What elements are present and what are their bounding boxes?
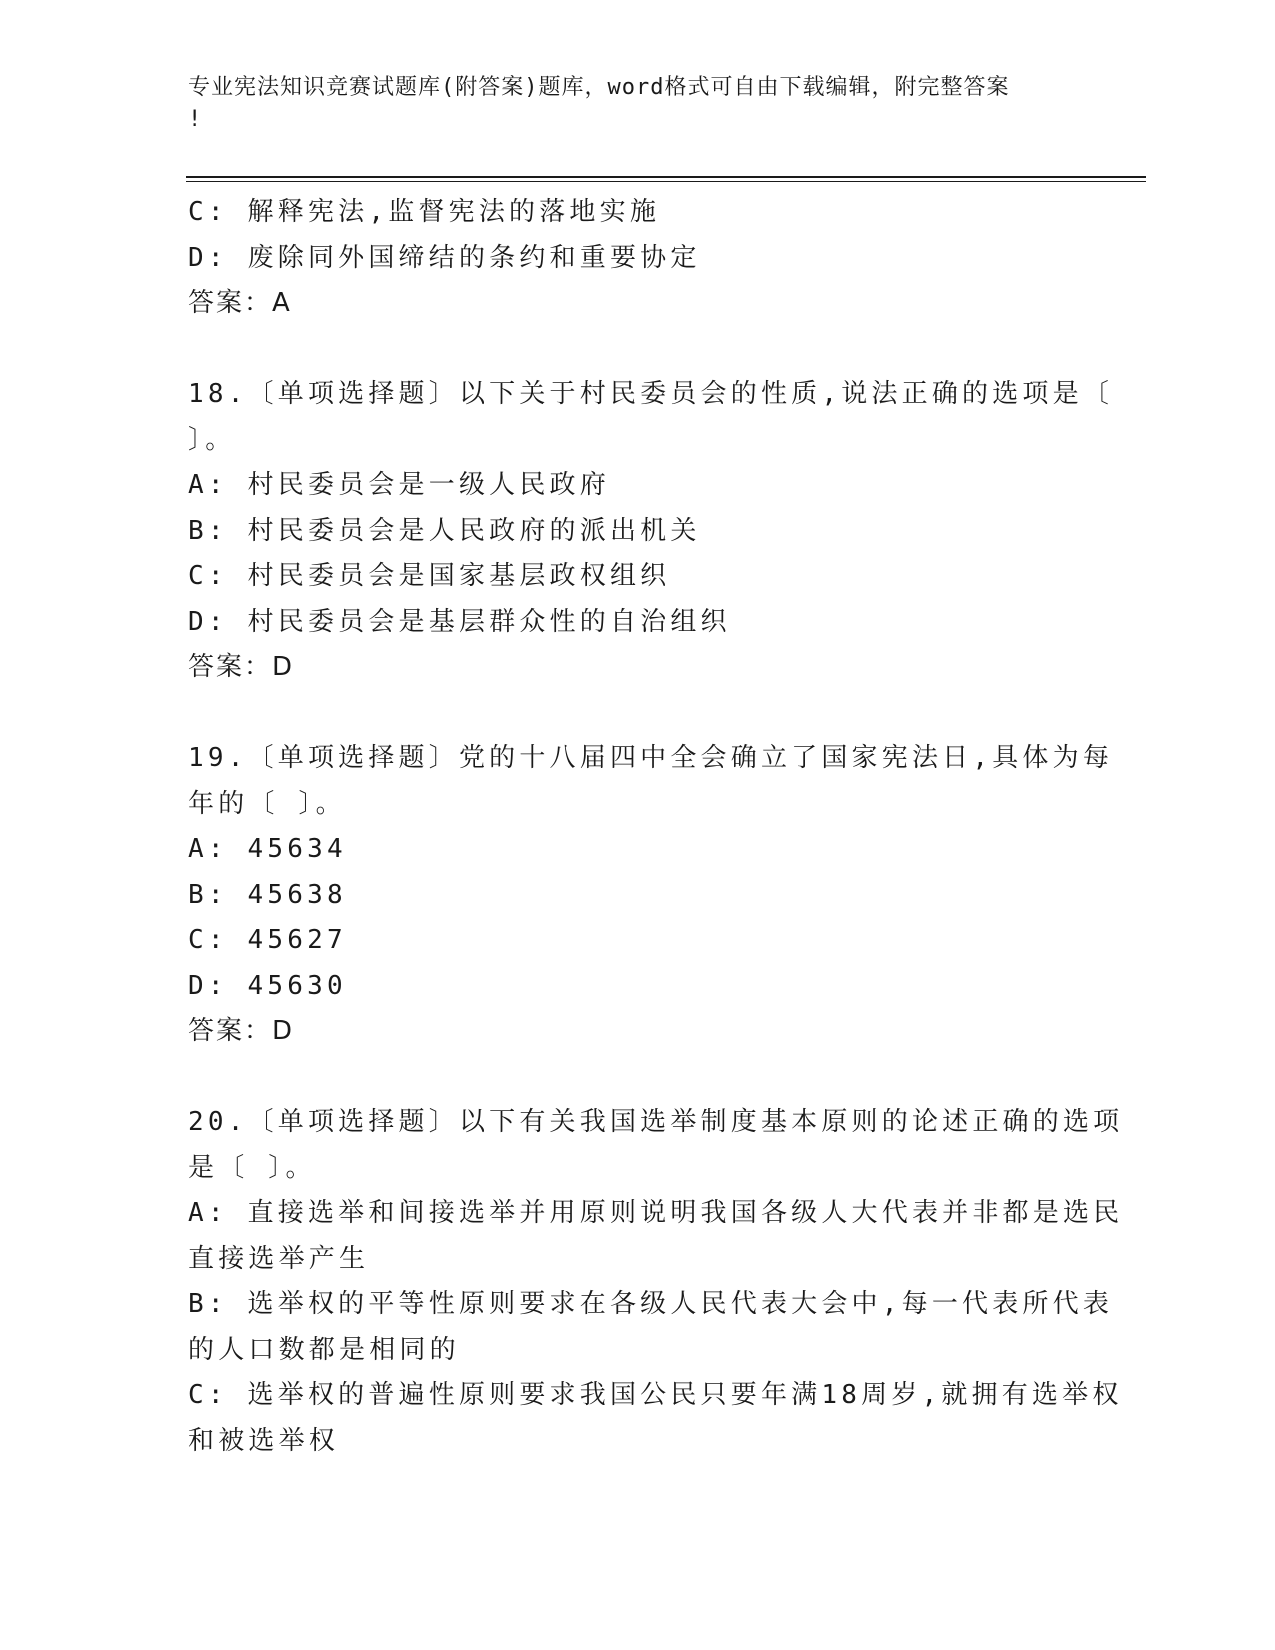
option-d: D: 村民委员会是基层群众性的自治组织 [188, 606, 731, 637]
option-d: D: 废除同外国缔结的条约和重要协定 [188, 242, 701, 273]
answer-line: 答案：D [188, 652, 295, 682]
option-a: A: 直接选举和间接选举并用原则说明我国各级人大代表并非都是选民 [188, 1198, 1124, 1228]
question-block-20 [188, 1100, 1124, 1464]
option-d: D: 45630 [188, 970, 347, 1001]
question-block-17 [188, 190, 1088, 327]
option-c: C: 选举权的普遍性原则要求我国公民只要年满18周岁,就拥有选举权 [188, 1380, 1123, 1410]
answer-line: 答案：A [188, 288, 292, 318]
answer-line: 答案：D [188, 1016, 295, 1046]
header-title-continuation: ! [188, 107, 203, 132]
spacer [188, 327, 1088, 373]
question-text-continuation: 年的〔 〕。 [188, 788, 346, 819]
question-block-19 [188, 736, 1114, 1055]
header-title: 专业宪法知识竞赛试题库(附答案)题库，word格式可自由下载编辑，附完整答案 [188, 75, 1010, 100]
option-c: C: 解释宪法,监督宪法的落地实施 [188, 197, 661, 227]
option-c: C: 村民委员会是国家基层政权组织 [188, 561, 671, 591]
question-text: 18.〔单项选择题〕以下关于村民委员会的性质,说法正确的选项是〔 [188, 379, 1114, 409]
question-text-continuation: 是〔 〕。 [188, 1152, 316, 1183]
header-divider-thick [186, 176, 1146, 178]
header-divider-thin [186, 181, 1146, 182]
page-header [188, 72, 1088, 136]
spacer [188, 1055, 1088, 1101]
spacer [188, 691, 1088, 737]
option-c: C: 45627 [188, 925, 347, 955]
question-text: 20.〔单项选择题〕以下有关我国选举制度基本原则的论述正确的选项 [188, 1107, 1124, 1137]
option-c-continuation: 和被选举权 [188, 1425, 340, 1456]
option-b: B: 选举权的平等性原则要求在各级人民代表大会中,每一代表所代表 [188, 1289, 1114, 1319]
option-a: A: 村民委员会是一级人民政府 [188, 470, 610, 500]
question-list [188, 190, 1124, 1464]
option-b-continuation: 的人口数都是相同的 [188, 1334, 460, 1365]
question-text-continuation: 〕。 [188, 424, 236, 455]
option-b: B: 村民委员会是人民政府的派出机关 [188, 515, 701, 546]
option-a: A: 45634 [188, 834, 347, 864]
option-a-continuation: 直接选举产生 [188, 1243, 370, 1274]
option-b: B: 45638 [188, 879, 347, 910]
question-text: 19.〔单项选择题〕党的十八届四中全会确立了国家宪法日,具体为每 [188, 743, 1114, 773]
question-block-18 [188, 372, 1114, 691]
